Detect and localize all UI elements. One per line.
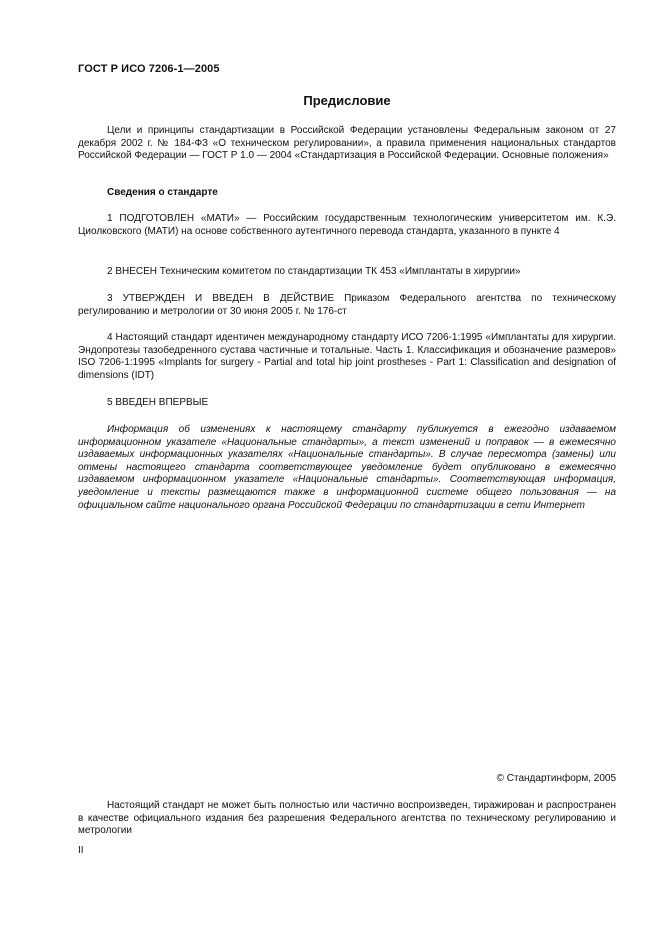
document-code-header: ГОСТ Р ИСО 7206-1—2005 [78,63,220,75]
list-item: 5 ВВЕДЕН ВПЕРВЫЕ [107,397,209,408]
list-item: 2 ВНЕСЕН Техническим комитетом по стандартизации ТК 453 «Имплантаты в хирургии» [107,266,521,277]
intro-paragraph: Цели и принципы стандартизации в Российской Федерации установлены Федеральным законом от 27 декабря 2002 г. № 184-ФЗ «О техническом регулировании», а правила применения национальных стандартов Российской Федерации — ГОСТ Р 1.0 — 2004 «Стандартизация в Российской Федерации. Основные положения» [78,125,616,162]
section-heading: Сведения о стандарте [107,187,218,198]
list-item: 3 УТВЕРЖДЕН И ВВЕДЕН В ДЕЙСТВИЕ Приказом Федерального агентства по техническому регулированию и метрологии от 30 июня 2005 г. № 176-ст [78,293,616,317]
list-item: 1 ПОДГОТОВЛЕН «МАТИ» — Российским государственным технологическим университетом им. К.Э. Циолковского (МАТИ) на основе собственного аутентичного перевода стандарта, указанного в пункте 4 [78,213,616,237]
reproduction-notice: Настоящий стандарт не может быть полностью или частично воспроизведен, тиражирован и распространен в качестве официального издания без разрешения Федерального агентства по техническому регулированию и метрологии [78,800,616,837]
notice-paragraph: Информация об изменениях к настоящему стандарту публикуется в ежегодно издаваемом информационном указателе «Национальные стандарты», а текст изменений и поправок — в ежемесячно издаваемых информационных указателях «Национальные стандарты». В случае пересмотра (замены) или отмены настоящего стандарта соответствующее уведомление будет опубликовано в ежемесячно издаваемом информационном указателе «Национальные стандарты». Соответствующая информация, уведомление и тексты размещаются также в информационной системе общего пользования — на официальном сайте национального органа Российской Федерации по стандартизации в сети Интернет [78,424,616,511]
list-item: 4 Настоящий стандарт идентичен международному стандарту ИСО 7206-1:1995 «Имплантаты для хирургии. Эндопротезы тазобедренного сустава частичные и тотальные. Часть 1. Классификация и обозначение размеров» ISO 7206-1:1995 «Implants for surgery - Partial and total hip joint prostheses - Part 1: Classification and designation of dimensions (IDT) [78,332,616,381]
page-title: Предисловие [303,93,391,108]
page-number: II [78,845,84,856]
copyright-line: © Стандартинформ, 2005 [496,773,616,784]
